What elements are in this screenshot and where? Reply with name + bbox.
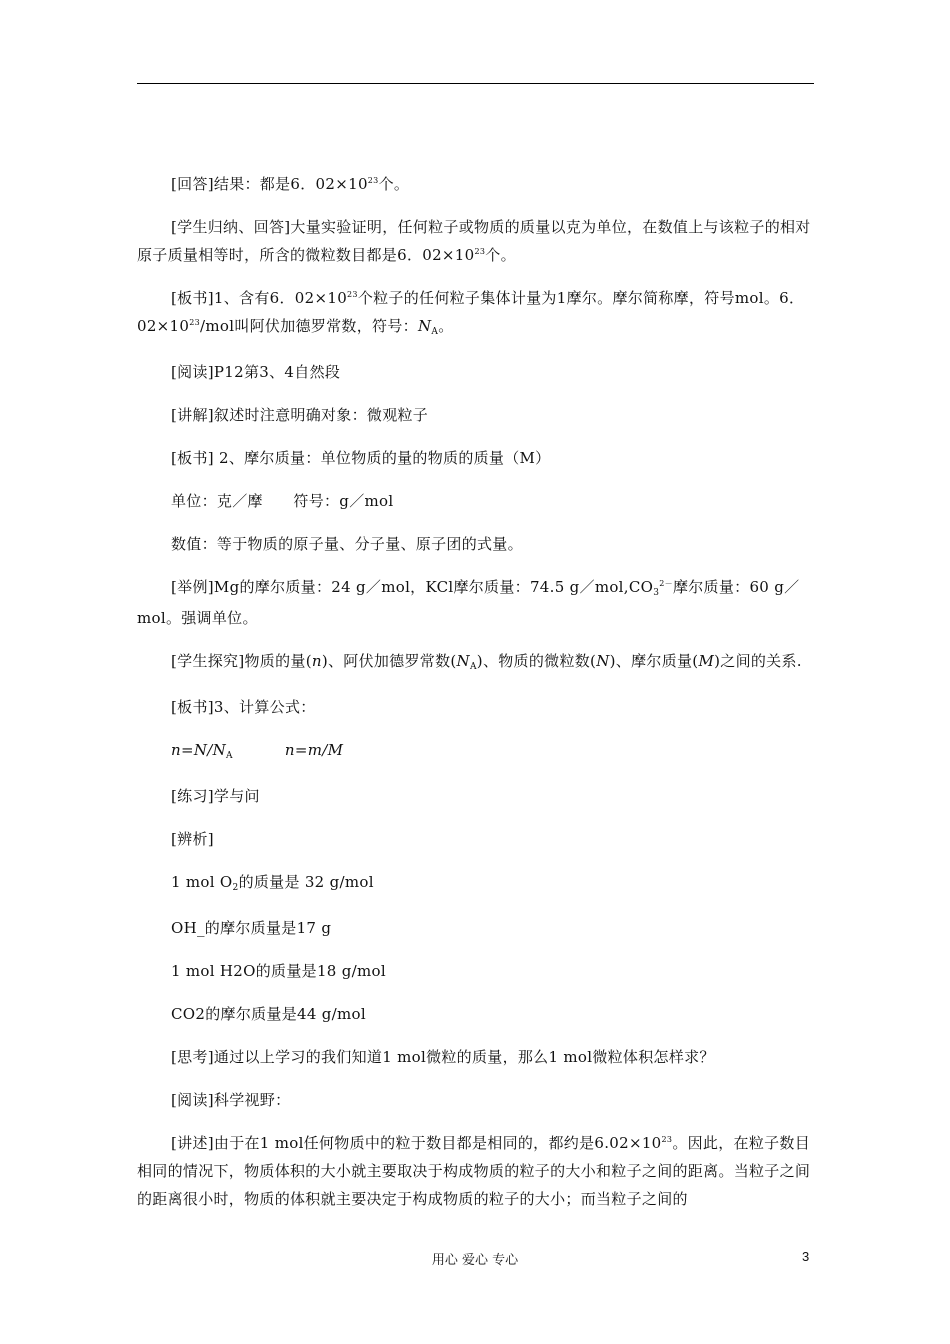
- statement-co2: CO2的摩尔质量是44 g/mol: [171, 1005, 366, 1023]
- header-rule: [137, 83, 814, 84]
- narration: [讲述]由于在1 mol任何物质中的粒于数目都是相同的，都约是$6.02\times 10^{23}$。因此，在粒子数目相同的情况下，物质体积的大小就主要取决于构成物质的粒子的大小和粒子之间的距离。当粒子之间的距离很小时，物质的体积就主要决定于构成物质的粒子的大小；而当粒子之间的: [137, 1134, 811, 1208]
- page-number: 3: [802, 1249, 810, 1264]
- reading-science: [阅读]科学视野：: [171, 1091, 291, 1109]
- reading-note: [阅读]P12第3、4自然段: [171, 363, 341, 381]
- think-question: [思考]通过以上学习的我们知道1 mol微粒的质量，那么1 mol微粒体积怎样求？: [171, 1048, 715, 1066]
- board-note-1: [板书]1、含有6．$02\times 10^{23}$个粒子的任何粒子集体计量为1摩尔。摩尔简称摩，符号mol。6．$02\times 10^{23}$/mol叫阿伏加德罗常数，符号：$N_A$。: [137, 289, 805, 337]
- value-line: 数值：等于物质的原子量、分子量、原子团的式量。: [171, 535, 523, 553]
- formula-line: $n=N/N_A$ n=m/M: [171, 741, 344, 761]
- student-summary: [学生归纳、回答]大量实验证明，任何粒子或物质的质量以克为单位，在数值上与该粒子的相对原子质量相等时，所含的微粒数目都是6．$02\times 10^{23}$个。: [137, 218, 811, 264]
- statement-o2: 1 mol $O_2$的质量是 32 g/mol: [171, 873, 374, 893]
- statement-h2o: 1 mol H2O的质量是18 g/mol: [171, 962, 386, 980]
- footer-slogan: 用心 爱心 专心: [431, 1253, 519, 1268]
- statement-oh: OH_的摩尔质量是17 g: [171, 919, 332, 937]
- student-inquiry: [学生探究]物质的量(n)、阿伏加德罗常数$(N_A)$、物质的微粒数(N)、摩尔质量(M)之间的关系.: [171, 652, 802, 672]
- board-note-2: [板书] 2、摩尔质量：单位物质的量的物质的质量（M）: [171, 449, 551, 467]
- practice-line: [练习]学与问: [171, 787, 260, 805]
- board-note-3: [板书]3、计算公式：: [171, 698, 316, 716]
- unit-line: 单位：克／摩 符号：g／mol: [171, 492, 394, 510]
- explanation: [讲解]叙述时注意明确对象：微观粒子: [171, 406, 429, 424]
- example-line: [举例]Mg的摩尔质量：24 g／mol，KCl摩尔质量：74.5 $g/mol,CO_3^{2-}$摩尔质量：60 g／mol。强调单位。: [137, 578, 800, 627]
- discrimination-heading: [辨析]: [171, 830, 214, 848]
- document-body: [137, 170, 814, 1213]
- answer-result: [回答]结果：都是6．$02\times 10^{23}$个。: [171, 175, 410, 193]
